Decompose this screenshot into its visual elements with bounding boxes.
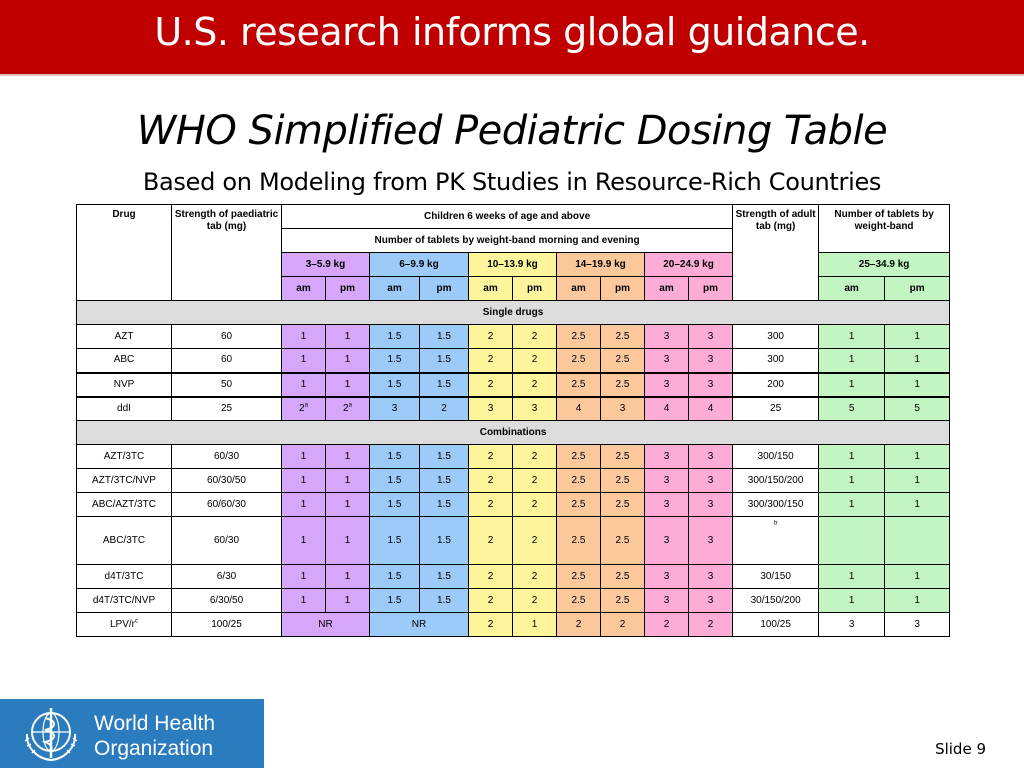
dose-cell: 3 — [645, 349, 689, 373]
dose-cell: 1 — [326, 565, 370, 589]
title-banner — [0, 0, 1024, 76]
adult-strength-cell: 30/150/200 — [733, 589, 819, 613]
drug-cell: AZT — [77, 325, 172, 349]
am-header: am — [282, 277, 326, 301]
adult-pm-cell: 3 — [885, 613, 950, 637]
adult-strength-cell: 300/150 — [733, 445, 819, 469]
dose-cell: 2 — [469, 565, 513, 589]
not-recommended-cell: NR — [282, 613, 370, 637]
am-header: am — [557, 277, 601, 301]
dose-cell: 2 — [469, 589, 513, 613]
dose-cell: 2 — [469, 493, 513, 517]
paed-strength-cell: 60/30 — [172, 445, 282, 469]
dose-cell: 1 — [282, 589, 326, 613]
dose-cell: 2 — [469, 349, 513, 373]
dose-cell: 3 — [645, 565, 689, 589]
drug-cell: d4T/3TC/NVP — [77, 589, 172, 613]
dose-cell: 3 — [645, 373, 689, 397]
dose-cell: 1 — [282, 349, 326, 373]
dose-cell: 1 — [326, 469, 370, 493]
dose-cell: 2.5 — [601, 589, 645, 613]
dose-cell: 3 — [689, 349, 733, 373]
dose-cell: 1 — [513, 613, 557, 637]
footnote-marker: a — [304, 402, 308, 409]
paed-strength-cell: 25 — [172, 397, 282, 421]
dose-cell: 2.5 — [557, 589, 601, 613]
dose-cell: 1.5 — [370, 325, 420, 349]
dose-cell: 2 — [601, 613, 645, 637]
dose-cell: 2.5 — [557, 469, 601, 493]
dose-cell: 2.5 — [601, 565, 645, 589]
paed-strength-cell: 60/30/50 — [172, 469, 282, 493]
dose-cell: 2.5 — [557, 517, 601, 565]
org-name-line2: Organization — [94, 737, 214, 760]
dose-value: 2 — [343, 402, 349, 414]
adult-strength-cell: 25 — [733, 397, 819, 421]
table-row — [77, 349, 950, 373]
dose-cell: 4 — [557, 397, 601, 421]
dose-cell: 3 — [513, 397, 557, 421]
adult-pm-cell: 1 — [885, 373, 950, 397]
dose-cell: 1 — [326, 325, 370, 349]
dose-cell: 2.5 — [601, 469, 645, 493]
adult-am-cell: 1 — [819, 349, 885, 373]
table-row — [77, 589, 950, 613]
dose-cell: 2 — [469, 469, 513, 493]
dose-cell: 2.5 — [557, 493, 601, 517]
drug-cell: ABC/3TC — [77, 517, 172, 565]
drug-cell: ABC/AZT/3TC — [77, 493, 172, 517]
adult-strength-cell — [733, 517, 819, 565]
paed-strength-cell: 60 — [172, 325, 282, 349]
dose-cell: 1.5 — [420, 445, 469, 469]
dose-cell: 2 — [469, 517, 513, 565]
adult-am-cell: 1 — [819, 493, 885, 517]
adult-pm-cell: 1 — [885, 565, 950, 589]
dose-cell: 2 — [513, 445, 557, 469]
dose-cell: 1 — [282, 445, 326, 469]
footnote-marker: b — [773, 520, 778, 527]
dose-cell: 1 — [326, 589, 370, 613]
pm-header: pm — [420, 277, 469, 301]
dose-cell: 1 — [282, 469, 326, 493]
adult-am-cell — [819, 517, 885, 565]
band-header: 20–24.9 kg — [645, 253, 733, 277]
am-header: am — [819, 277, 885, 301]
dose-cell: 1 — [326, 445, 370, 469]
dose-cell: 2.5 — [557, 373, 601, 397]
adult-pm-cell — [885, 517, 950, 565]
dose-cell: 1.5 — [420, 325, 469, 349]
dose-cell: 1.5 — [420, 565, 469, 589]
dose-cell: 3 — [469, 397, 513, 421]
header-tablets-by-band: Number of tablets by weight-band — [819, 205, 950, 253]
dose-cell: 2 — [513, 493, 557, 517]
adult-strength-cell: 100/25 — [733, 613, 819, 637]
header-tablets-morning-evening: Number of tablets by weight-band morning and evening — [282, 229, 733, 253]
adult-pm-cell: 1 — [885, 469, 950, 493]
dose-cell: 1.5 — [370, 517, 420, 565]
dose-cell: 2.5 — [601, 517, 645, 565]
pm-header: pm — [885, 277, 950, 301]
paed-strength-cell: 6/30 — [172, 565, 282, 589]
table-row — [77, 325, 950, 349]
drug-cell: ddI — [77, 397, 172, 421]
drug-cell: d4T/3TC — [77, 565, 172, 589]
band-header: 6–9.9 kg — [370, 253, 469, 277]
am-header: am — [645, 277, 689, 301]
dose-cell: 2 — [469, 373, 513, 397]
dose-cell: 3 — [689, 325, 733, 349]
adult-pm-cell: 1 — [885, 349, 950, 373]
dose-cell: 1.5 — [370, 469, 420, 493]
adult-pm-cell: 1 — [885, 325, 950, 349]
paed-strength-cell: 50 — [172, 373, 282, 397]
dose-cell: 3 — [645, 493, 689, 517]
pm-header: pm — [689, 277, 733, 301]
drug-cell: AZT/3TC — [77, 445, 172, 469]
dose-cell: 1.5 — [420, 517, 469, 565]
am-header: am — [370, 277, 420, 301]
adult-strength-cell: 300/300/150 — [733, 493, 819, 517]
section-combinations: Combinations — [77, 421, 950, 445]
not-recommended-cell: NR — [370, 613, 469, 637]
header-drug: Drug — [77, 205, 172, 301]
adult-pm-cell: 1 — [885, 445, 950, 469]
adult-pm-cell: 5 — [885, 397, 950, 421]
am-header: am — [469, 277, 513, 301]
dose-cell: 1.5 — [420, 493, 469, 517]
adult-strength-cell: 300/150/200 — [733, 469, 819, 493]
dose-cell: 2 — [557, 613, 601, 637]
dose-cell: 3 — [689, 469, 733, 493]
dose-cell: 2.5 — [601, 349, 645, 373]
dose-cell: 1.5 — [370, 493, 420, 517]
paed-strength-cell: 6/30/50 — [172, 589, 282, 613]
adult-strength-cell: 200 — [733, 373, 819, 397]
dose-cell: 2.5 — [557, 325, 601, 349]
dose-cell: 3 — [689, 517, 733, 565]
dose-cell: 1.5 — [420, 349, 469, 373]
subtitle: Based on Modeling from PK Studies in Resource-Rich Countries — [142, 168, 882, 196]
dose-cell: 2.5 — [557, 445, 601, 469]
dose-cell: 4 — [645, 397, 689, 421]
adult-band-header: 25–34.9 kg — [819, 253, 950, 277]
dose-cell: 2 — [469, 325, 513, 349]
dose-cell: 2 — [513, 517, 557, 565]
dose-cell: 1 — [282, 373, 326, 397]
dose-cell: 3 — [689, 565, 733, 589]
dose-cell: 3 — [370, 397, 420, 421]
dose-cell: 3 — [645, 589, 689, 613]
dose-cell: 1 — [326, 349, 370, 373]
dose-cell: 3 — [689, 373, 733, 397]
adult-strength-cell: 300 — [733, 349, 819, 373]
table-row — [77, 373, 950, 397]
drug-cell: AZT/3TC/NVP — [77, 469, 172, 493]
dose-cell: 2.5 — [601, 325, 645, 349]
dose-cell: 2.5 — [601, 445, 645, 469]
dose-cell: 1 — [326, 517, 370, 565]
dose-cell: 3 — [689, 589, 733, 613]
dose-cell: 1 — [282, 565, 326, 589]
org-name-line1: World Health — [94, 712, 215, 735]
adult-strength-cell: 30/150 — [733, 565, 819, 589]
dose-cell: 3 — [689, 493, 733, 517]
adult-am-cell: 5 — [819, 397, 885, 421]
dose-cell: 1 — [282, 493, 326, 517]
main-title: WHO Simplified Pediatric Dosing Table — [136, 108, 888, 154]
table-row — [77, 565, 950, 589]
dose-cell: 1.5 — [370, 445, 420, 469]
adult-am-cell: 1 — [819, 373, 885, 397]
paed-strength-cell: 60 — [172, 349, 282, 373]
dose-cell: 3 — [645, 469, 689, 493]
paed-strength-cell: 100/25 — [172, 613, 282, 637]
paed-strength-cell: 60/30 — [172, 517, 282, 565]
table-row — [77, 445, 950, 469]
dose-cell: 1.5 — [370, 589, 420, 613]
dose-cell: 2.5 — [557, 349, 601, 373]
dose-cell — [326, 397, 370, 421]
dose-cell: 2.5 — [601, 493, 645, 517]
dose-cell: 1.5 — [370, 349, 420, 373]
adult-am-cell: 1 — [819, 325, 885, 349]
table-row — [77, 517, 950, 565]
dose-cell: 1 — [282, 517, 326, 565]
dose-cell: 1 — [282, 325, 326, 349]
dose-cell: 3 — [601, 397, 645, 421]
section-single-drugs: Single drugs — [77, 301, 950, 325]
footnote-marker: a — [348, 402, 352, 409]
dose-cell: 2 — [689, 613, 733, 637]
pm-header: pm — [326, 277, 370, 301]
adult-am-cell: 1 — [819, 445, 885, 469]
dose-cell — [282, 397, 326, 421]
adult-pm-cell: 1 — [885, 493, 950, 517]
drug-cell — [77, 613, 172, 637]
dose-value: 2 — [299, 402, 305, 414]
band-header: 10–13.9 kg — [469, 253, 557, 277]
dose-cell: 2 — [469, 613, 513, 637]
footnote-marker: c — [135, 618, 138, 625]
drug-cell: ABC — [77, 349, 172, 373]
dose-cell: 3 — [645, 445, 689, 469]
dose-cell: 3 — [689, 445, 733, 469]
paed-strength-cell: 60/60/30 — [172, 493, 282, 517]
table-row — [77, 613, 950, 637]
adult-strength-cell: 300 — [733, 325, 819, 349]
dosing-table — [76, 204, 950, 637]
drug-cell: NVP — [77, 373, 172, 397]
who-emblem-icon — [20, 704, 82, 764]
dose-cell: 1.5 — [370, 373, 420, 397]
dose-cell: 4 — [689, 397, 733, 421]
dose-cell: 2.5 — [557, 565, 601, 589]
adult-am-cell: 3 — [819, 613, 885, 637]
dose-cell: 2 — [513, 589, 557, 613]
dose-cell: 1.5 — [420, 469, 469, 493]
pm-header: pm — [513, 277, 557, 301]
dose-cell: 1 — [326, 493, 370, 517]
dose-cell: 2 — [513, 565, 557, 589]
table-row — [77, 469, 950, 493]
dose-cell: 1.5 — [370, 565, 420, 589]
adult-am-cell: 1 — [819, 469, 885, 493]
slide-number: Slide 9 — [935, 740, 986, 758]
dose-cell: 2 — [645, 613, 689, 637]
adult-pm-cell: 1 — [885, 589, 950, 613]
dose-cell: 1 — [326, 373, 370, 397]
dose-cell: 2 — [513, 325, 557, 349]
table-row — [77, 397, 950, 421]
dose-cell: 2 — [513, 469, 557, 493]
banner-title: U.S. research informs global guidance. — [154, 10, 870, 54]
table-row — [77, 493, 950, 517]
header-strength-paediatric: Strength of paediatric tab (mg) — [172, 205, 282, 301]
band-header: 14–19.9 kg — [557, 253, 645, 277]
header-children-group: Children 6 weeks of age and above — [282, 205, 733, 229]
dose-cell: 3 — [645, 517, 689, 565]
dose-cell: 2 — [513, 349, 557, 373]
band-header: 3–5.9 kg — [282, 253, 370, 277]
dose-cell: 3 — [645, 325, 689, 349]
dose-cell: 2 — [513, 373, 557, 397]
dose-cell: 1.5 — [420, 589, 469, 613]
dose-cell: 2.5 — [601, 373, 645, 397]
adult-am-cell: 1 — [819, 589, 885, 613]
pm-header: pm — [601, 277, 645, 301]
dose-cell: 2 — [469, 445, 513, 469]
dose-cell: 1.5 — [420, 373, 469, 397]
dose-cell: 2 — [420, 397, 469, 421]
adult-am-cell: 1 — [819, 565, 885, 589]
drug-name: LPV/r — [109, 618, 135, 630]
header-strength-adult: Strength of adult tab (mg) — [733, 205, 819, 301]
